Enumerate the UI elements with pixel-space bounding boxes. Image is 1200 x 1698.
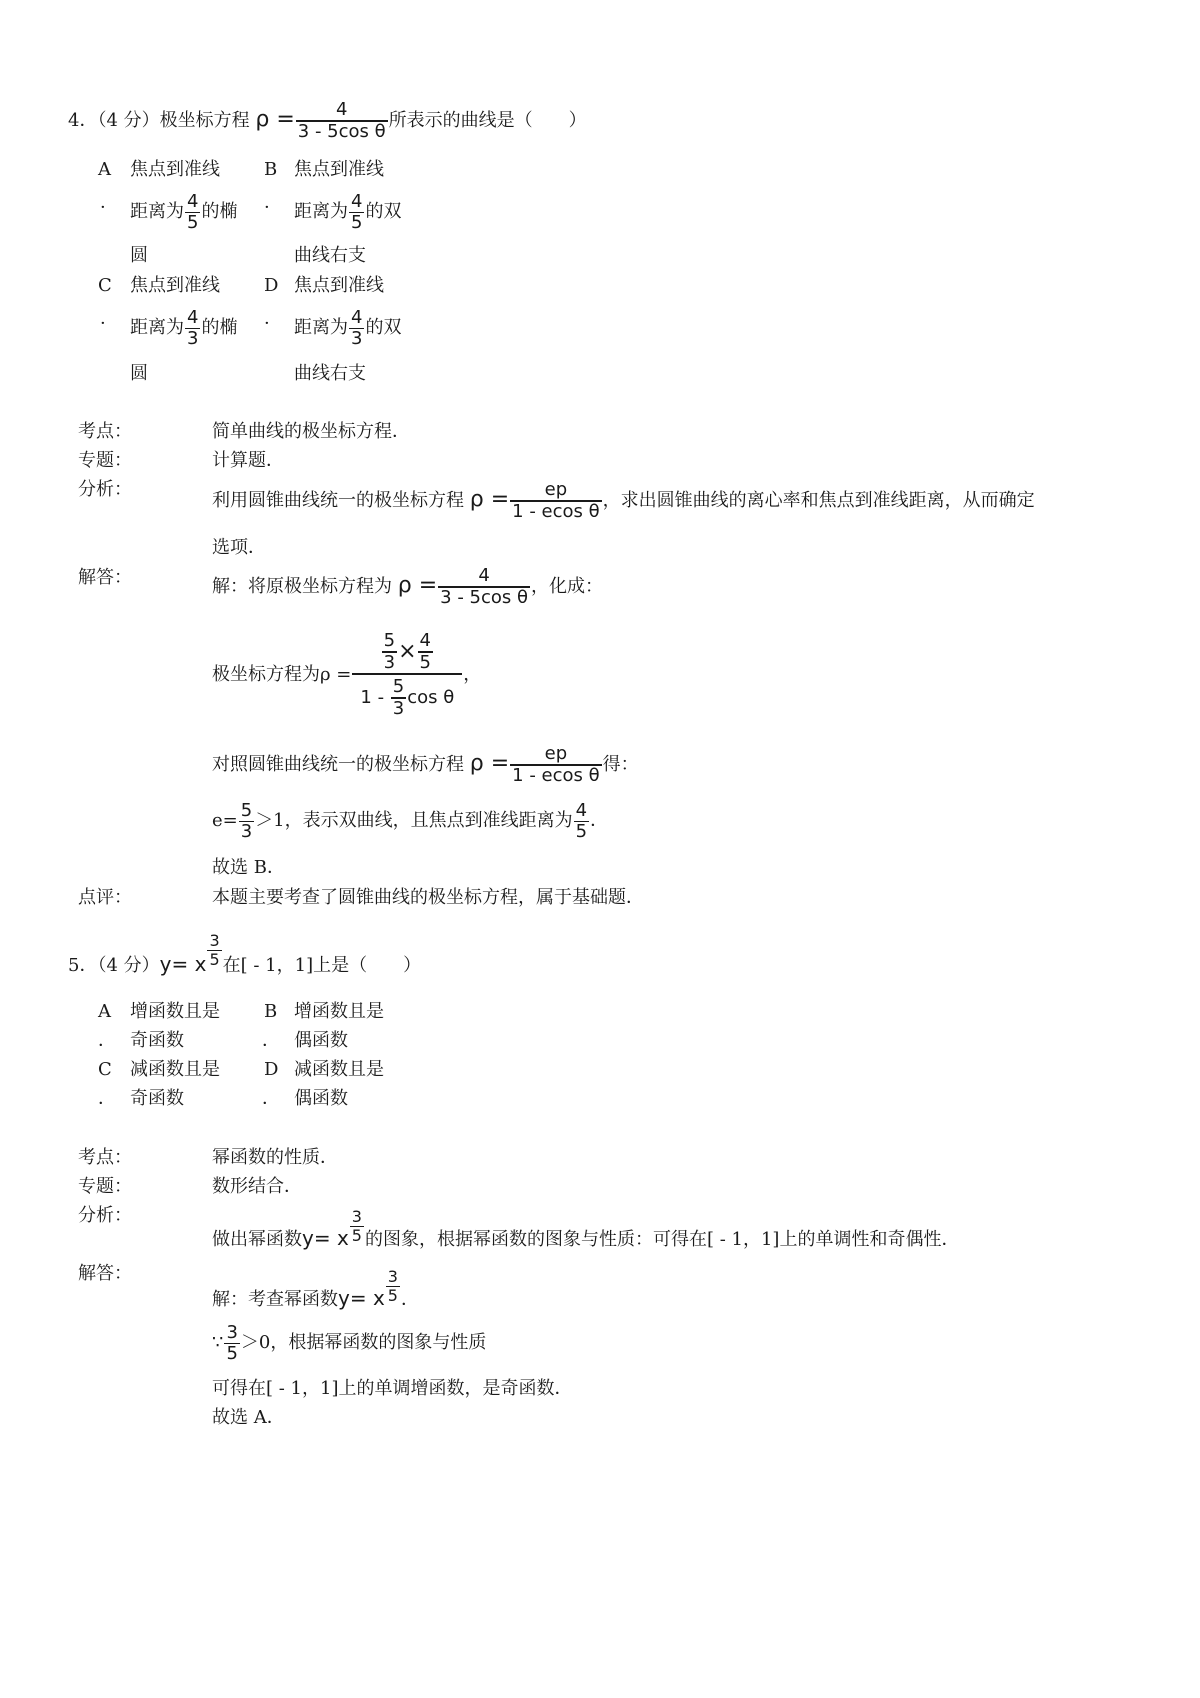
q5-jieda-line1: 解：考查幂函数y= x $\frac{3}{5}$ ． (212, 1267, 419, 1310)
q4-option-a-line2[interactable]: 距离为 $\frac{4}{5}$ 的椭 (130, 190, 238, 233)
q5-option-b-dot: ． (262, 1030, 280, 1051)
q5-option-c-dot: ． (98, 1088, 116, 1109)
q4-jieda-fraction1: $\frac{4}{\text{3 - 5cos θ}}$ (440, 565, 529, 608)
q5-number: 5． (68, 955, 98, 976)
q4-option-c-line3[interactable]: 圆 (130, 363, 148, 384)
q5-option-c-line2[interactable]: 奇函数 (130, 1088, 184, 1109)
q5-option-d-dot: ． (262, 1088, 280, 1109)
q4-option-d-line3[interactable]: 曲线右支 (294, 363, 366, 384)
q4-jieda-complex-fraction: $\frac{5}{3}$ × $\frac{4}{5}$ 1 - $\frac{5}{3}$ cos θ (352, 631, 462, 719)
q5-option-a-line2[interactable]: 奇函数 (130, 1030, 184, 1051)
q4-option-b-fraction: $\frac{4}{5}$ (351, 190, 363, 233)
q4-option-b-line3[interactable]: 曲线右支 (294, 245, 366, 266)
q4-option-a-line3[interactable]: 圆 (130, 245, 148, 266)
q4-option-c-fraction: $\frac{4}{3}$ (187, 306, 199, 349)
q5-option-d-line2[interactable]: 偶函数 (294, 1088, 348, 1109)
q4-option-b-dot: · (264, 197, 270, 218)
q4-option-c-line2[interactable]: 距离为 $\frac{4}{3}$ 的椭 (130, 306, 238, 349)
q4-option-c-letter[interactable]: C (98, 275, 112, 296)
q4-jieda-fraction3: $\frac{ep}{\text{1 - ecos θ}}$ (512, 743, 600, 786)
q4-option-a-fraction: $\frac{4}{5}$ (187, 190, 199, 233)
q5-fenxi-line1: 做出幂函数y= x $\frac{3}{5}$ 的图象，根据幂函数的图象与性质：可得在[ - 1，1]上的单调性和奇偶性． (212, 1207, 960, 1250)
q4-option-c-line1[interactable]: 焦点到准线 (130, 275, 220, 296)
q5-stem: 5．（4 分）y= x $\frac{3}{5}$ 在[ - 1，1]上是（ ） (68, 931, 422, 976)
q4-option-c-dot: · (100, 313, 106, 334)
q4-option-d-line2[interactable]: 距离为 $\frac{4}{3}$ 的双 (294, 306, 402, 349)
q4-dianping-label: 点评： (78, 887, 132, 908)
q5-option-b-line2[interactable]: 偶函数 (294, 1030, 348, 1051)
q4-kaodian-label: 考点： (78, 421, 132, 442)
q4-jieda-line1: 解：将原极坐标方程为 ρ = $\frac{4}{\text{3 - 5cos θ}}$ ，化成： (212, 565, 604, 608)
q4-stem-text: 极坐标方程 (159, 110, 250, 131)
q4-option-a-dot: · (100, 197, 106, 218)
q4-fenxi-line1: 利用圆锥曲线统一的极坐标方程 ρ = $\frac{ep}{\text{1 - ecos θ}}$ ，求出圆锥曲线的离心率和焦点到准线距离，从而确定 (212, 479, 1035, 522)
q5-jieda-line2: ∵ $\frac{3}{5}$ ＞0，根据幂函数的图象与性质 (212, 1321, 487, 1364)
q5-kaodian-label: 考点： (78, 1147, 132, 1168)
q5-jieda-line3: 可得在[ - 1，1]上的单调增函数，是奇函数． (212, 1378, 573, 1399)
q4-kaodian: 简单曲线的极坐标方程． (212, 421, 410, 442)
q4-fenxi-line2: 选项． (212, 537, 266, 558)
q5-option-d-line1[interactable]: 减函数且是 (294, 1059, 384, 1080)
q4-option-d-fraction: $\frac{4}{3}$ (351, 306, 363, 349)
q4-number: 4． (68, 110, 98, 131)
q4-dianping: 本题主要考查了圆锥曲线的极坐标方程，属于基础题． (212, 887, 644, 908)
q4-jieda-line4: e= $\frac{5}{3}$ ＞1，表示双曲线，且焦点到准线距离为 $\frac{4}{5}$ ． (212, 799, 609, 842)
q4-fenxi-fraction: $\frac{ep}{\text{1 - ecos θ}}$ (512, 479, 600, 522)
q5-jieda-label: 解答： (78, 1263, 132, 1284)
q5-option-d-letter[interactable]: D (264, 1059, 279, 1080)
q5-jieda-conclusion: 故选 A． (212, 1407, 285, 1428)
q5-score: （4 分） (97, 955, 160, 976)
q4-option-d-dot: · (264, 313, 270, 334)
q4-option-d-line1[interactable]: 焦点到准线 (294, 275, 384, 296)
q5-option-b-letter[interactable]: B (264, 1001, 278, 1022)
q4-score: （4 分） (97, 110, 160, 131)
q4-zhuanti: 计算题． (212, 450, 284, 471)
q4-fraction: $\frac{4}{\text{3 - 5cos θ}}$ (297, 99, 386, 142)
q4-jieda-line2: 极坐标方程为ρ = $\frac{5}{3}$ × $\frac{4}{5}$ 1 - $\frac{5}{3}$ cos θ ， (212, 630, 482, 719)
q4-zhuanti-label: 专题： (78, 450, 132, 471)
q4-option-b-line2[interactable]: 距离为 $\frac{4}{5}$ 的双 (294, 190, 402, 233)
q4-stem (68, 100, 587, 142)
q4-rho: ρ = (255, 107, 295, 132)
q5-zhuanti-label: 专题： (78, 1176, 132, 1197)
q5-fenxi-label: 分析： (78, 1205, 132, 1226)
q4-option-d-letter[interactable]: D (264, 275, 279, 296)
q4-jieda-label: 解答： (78, 567, 132, 588)
q4-option-a-letter[interactable]: A (98, 159, 111, 180)
q4-fenxi-label: 分析： (78, 479, 132, 500)
q4-stem-tail: 所表示的曲线是（ ） (388, 110, 587, 131)
q5-option-c-line1[interactable]: 减函数且是 (130, 1059, 220, 1080)
q5-option-b-line1[interactable]: 增函数且是 (294, 1001, 384, 1022)
q5-option-c-letter[interactable]: C (98, 1059, 112, 1080)
q4-jieda-line3: 对照圆锥曲线统一的极坐标方程 ρ = $\frac{ep}{\text{1 - ecos θ}}$ 得： (212, 743, 639, 786)
q4-jieda-conclusion: 故选 B． (212, 857, 285, 878)
q4-option-a-line1[interactable]: 焦点到准线 (130, 159, 220, 180)
q4-option-b-line1[interactable]: 焦点到准线 (294, 159, 384, 180)
q5-zhuanti: 数形结合． (212, 1176, 302, 1197)
q5-kaodian: 幂函数的性质． (212, 1147, 338, 1168)
q4-option-b-letter[interactable]: B (264, 159, 278, 180)
q5-option-a-dot: ． (98, 1030, 116, 1051)
q5-option-a-line1[interactable]: 增函数且是 (130, 1001, 220, 1022)
q5-option-a-letter[interactable]: A (98, 1001, 111, 1022)
